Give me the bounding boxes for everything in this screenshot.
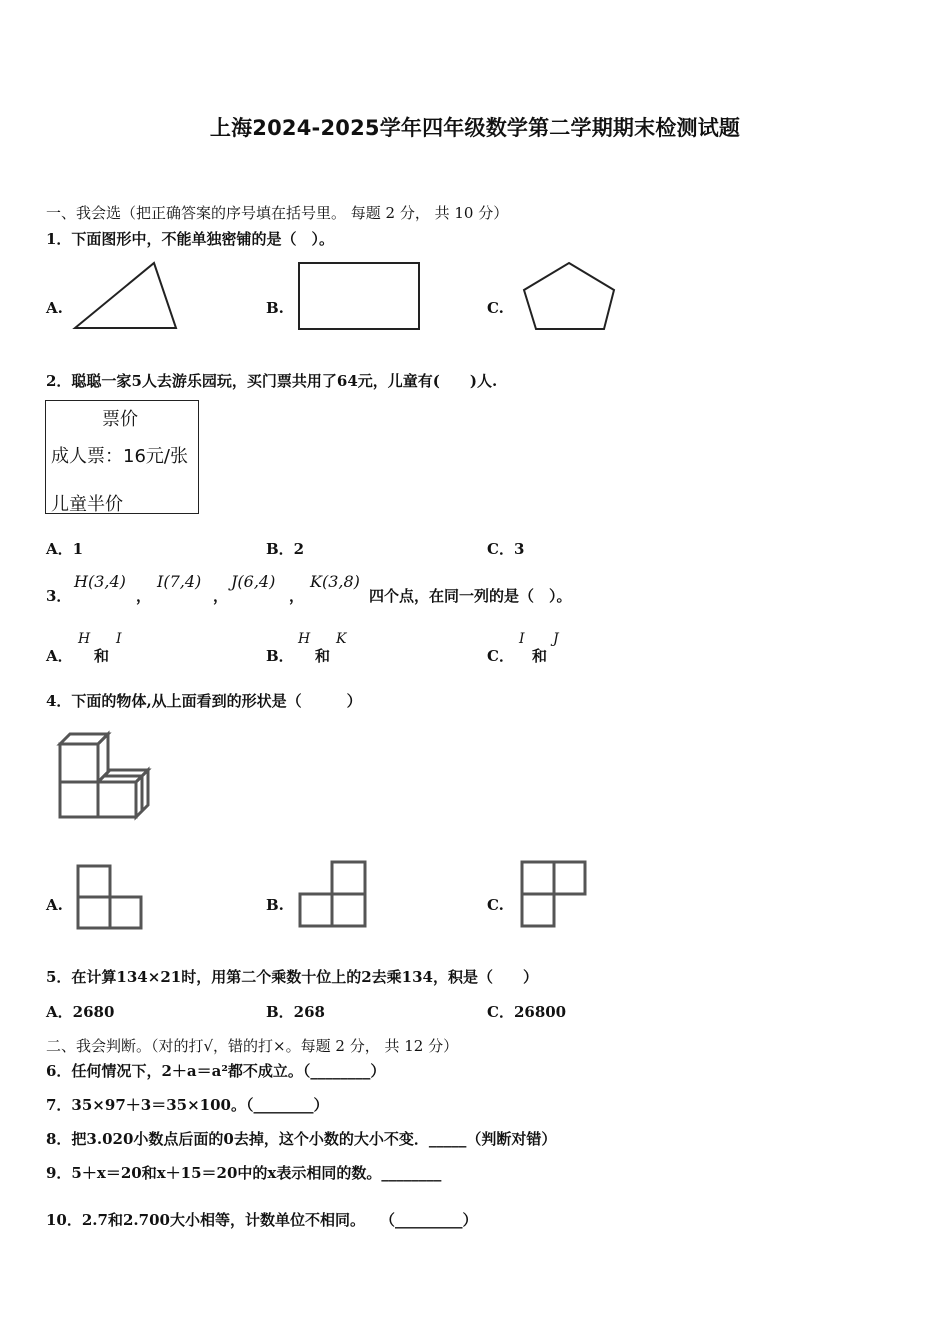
ticket-title: 票价 (102, 409, 138, 430)
question-5: 5．在计算134×21时，用第二个乘数十位上的2去乘134，积是（ ） (46, 968, 538, 986)
q4-option-a[interactable]: A. (46, 896, 63, 914)
cube-stack-figure (52, 730, 164, 822)
question-1: 1．下面图形中，不能单独密铺的是（ ）。 (46, 230, 334, 248)
question-2: 2．聪聪一家5人去游乐园玩，买门票共用了64元，儿童有( )人. (46, 372, 498, 390)
point-i: I(7,4) (157, 572, 202, 591)
section-1-heading: 一、我会选（把正确答案的序号填在括号里。 每题 2 分， 共 10 分） (46, 204, 509, 222)
section-2-heading: 二、我会判断。（对的打√，错的打×。每题 2 分， 共 12 分） (46, 1037, 459, 1055)
point-k: K(3,8) (310, 572, 360, 591)
q3-b-and: 和 (315, 647, 331, 665)
q3-c-point-2: J (553, 631, 559, 647)
q3-a-point-2: I (116, 631, 122, 647)
q5-option-c[interactable]: C．26800 (487, 1003, 567, 1021)
ticket-price-table (45, 400, 199, 514)
q3-c-point-1: I (519, 631, 525, 647)
q3-c-and: 和 (532, 647, 548, 665)
ticket-adult-price: 成人票：16元/张 (51, 446, 188, 467)
option-b-shape-icon (298, 860, 368, 928)
q1-option-a[interactable]: A. (46, 299, 63, 317)
judge-question-9: 9．5＋x＝20和x＋15＝20中的x表示相同的数。________ (46, 1164, 442, 1182)
question-3-number: 3． (46, 587, 72, 605)
q3-a-and: 和 (94, 647, 110, 665)
judge-question-8: 8．把3.020小数点后面的0去掉，这个小数的大小不变．_____（判断对错） (46, 1130, 557, 1148)
judge-question-6: 6．任何情况下，2＋a＝a²都不成立。（________） (46, 1062, 386, 1080)
separator: ， (213, 587, 229, 605)
q4-option-c[interactable]: C. (487, 896, 504, 914)
question-4: 4．下面的物体,从上面看到的形状是（ ） (46, 692, 362, 710)
option-a-shape-icon (76, 864, 144, 930)
q5-option-a[interactable]: A．2680 (46, 1003, 115, 1021)
separator: ， (289, 587, 305, 605)
q3-a-point-1: H (78, 631, 91, 647)
q3-option-b[interactable]: B． (266, 647, 294, 665)
judge-question-7: 7．35×97＋3＝35×100。（________） (46, 1096, 329, 1114)
q2-option-c[interactable]: C．3 (487, 540, 525, 558)
q4-option-b[interactable]: B. (266, 896, 284, 914)
point-h: H(3,4) (74, 572, 126, 591)
separator: ， (136, 587, 152, 605)
q3-b-point-1: H (298, 631, 311, 647)
q3-b-point-2: K (336, 631, 347, 647)
question-3-text: 四个点，在同一列的是（ ）。 (369, 587, 572, 605)
triangle-icon (70, 260, 180, 332)
ticket-child-price: 儿童半价 (51, 494, 123, 515)
rectangle-icon (297, 262, 422, 332)
q3-option-a[interactable]: A． (46, 647, 73, 665)
page-title: 上海2024-2025学年四年级数学第二学期期末检测试题 (209, 116, 741, 140)
q2-option-b[interactable]: B．2 (266, 540, 305, 558)
pentagon-icon (520, 260, 620, 332)
point-j: J(6,4) (231, 572, 276, 591)
q2-option-a[interactable]: A．1 (46, 540, 84, 558)
q1-option-c[interactable]: C. (487, 299, 504, 317)
q3-option-c[interactable]: C． (487, 647, 514, 665)
option-c-shape-icon (520, 860, 588, 928)
q1-option-b[interactable]: B. (266, 299, 284, 317)
judge-question-10: 10．2.7和2.700大小相等，计数单位不相同。 （_________） (46, 1211, 478, 1229)
q5-option-b[interactable]: B．268 (266, 1003, 325, 1021)
